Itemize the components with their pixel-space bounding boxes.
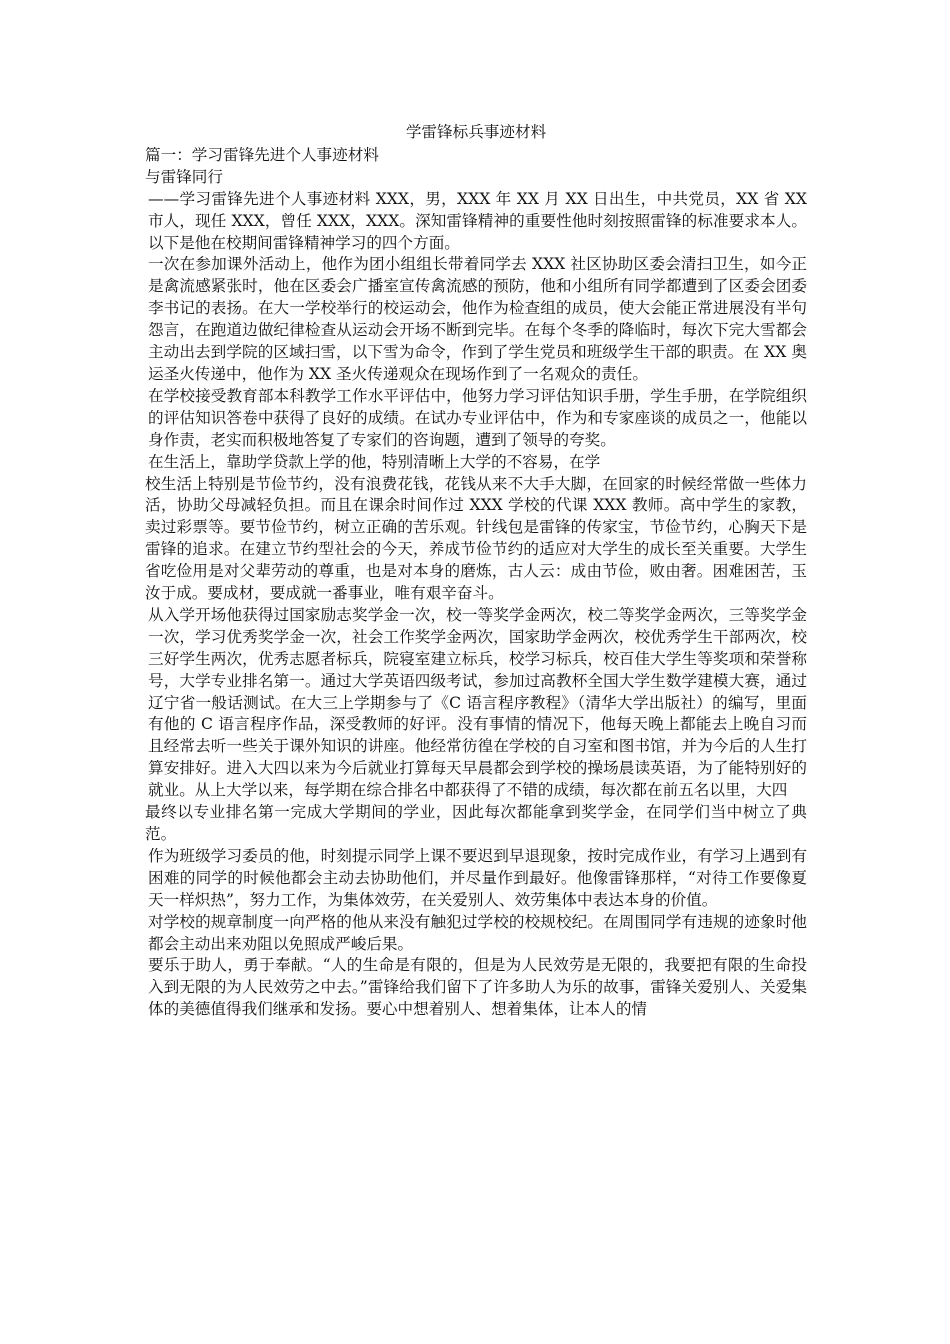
document-title: 学雷锋标兵事迹材料: [405, 123, 547, 141]
paragraph: 要乐于助人，勇于奉献。“人的生命是有限的，但是为人民效劳是无限的，我要把有限的生命投入到无限的为人民效劳之中去。”雷锋给我们留下了许多助人为乐的故事，雷锋关爱别人、关爱集体的美德值得我们继承和发扬。要心中想着别人、想着集体，让本人的情: [148, 956, 807, 1019]
paragraph: 对学校的规章制度一向严格的他从来没有触犯过学校的校规校纪。在周围同学有违规的迹象时他都会主动出来劝阻以免照成严峻后果。: [148, 912, 807, 953]
paragraph: 作为班级学习委员的他，时刻提示同学上课不要迟到早退现象，按时完成作业，有学习上遇到有困难的同学的时候他都会主动去协助他们，并尽量作到最好。他像雷锋那样，“对待工作要像夏天一样炽热”，努力工作，为集体效劳，在关爱别人、效劳集体中表达本身的价值。: [148, 846, 807, 909]
paragraph: 校生活上特别是节俭节约，没有浪费花钱，花钱从来不大手大脚，在回家的时候经常做一些体力活，协助父母减轻负担。而且在课余时间作过 XXX 学校的代课 XXX 教师。高中学生的家教，卖过彩票等。要节俭节约，树立正确的苦乐观。针线包是雷锋的传家宝，节俭节约，心胸天下是雷锋的追求。在建立节约型社会的今天，养成节俭节约的适应对大学生的成长至关重要。大学生省吃俭用是对父辈劳动的尊重，也是对本身的磨炼，古人云：成由节俭，败由奢。困难困苦，玉汝于成。要成材，要成就一番事业，唯有艰辛奋斗。: [145, 474, 807, 603]
paragraph: 最终以专业排名第一完成大学期间的学业，因此每次都能拿到奖学金，在同学们当中树立了典范。: [145, 803, 807, 843]
chapter-heading: 篇一：学习雷锋先进个人事迹材料: [145, 145, 379, 164]
paragraph: 从入学开场他获得过国家励志奖学金一次，校一等奖学金两次，校二等奖学金两次，三等奖学金一次，学习优秀奖学金一次，社会工作奖学金两次，国家助学金两次，校优秀学生干部两次，校三好学生两次，优秀志愿者标兵，院寝室建立标兵，校学习标兵，校百佳大学生等奖项和荣誉称号，大学专业排名第一。通过大学英语四级考试，参加过高教杯全国大学生数学建模大赛，通过辽宁省一般话测试。在大三上学期参与了《C 语言程序教程》（清华大学出版社）的编写，里面有他的 C 语言程序作品，深受教师的好评。没有事情的情况下，他每天晚上都能去上晚自习而且经常去听一些关于课外知识的讲座。他经常彷徨在学校的自习室和图书馆，并为今后的人生打算安排好。进入大四以来为今后就业打算每天早晨都会到学校的操场晨读英语，为了能特别好的就业。从上大学以来，每学期在综合排名中都获得了不错的成绩，每次都在前五名以里，大四: [148, 605, 807, 800]
paragraph: ——学习雷锋先进个人事迹材料 XXX，男，XXX 年 XX 月 XX 日出生，中共党员，XX 省 XX 市人，现任 XXX，曾任 XXX，XXX。深知雷锋精神的重要性他时刻按照雷锋的标准要求本人。以下是他在校期间雷锋精神学习的四个方面。: [148, 189, 807, 252]
paragraph: 在生活上，靠助学贷款上学的他，特别清晰上大学的不容易，在学: [148, 452, 601, 471]
section-subtitle: 与雷锋同行: [145, 167, 223, 186]
document-page: [145, 122, 807, 1021]
paragraph: 在学校接受教育部本科教学工作水平评估中，他努力学习评估知识手册，学生手册，在学院组织的评估知识答卷中获得了良好的成绩。在试办专业评估中，作为和专家座谈的成员之一，他能以身作责，老实而积极地答复了专家们的咨询题，遭到了领导的夸奖。: [148, 386, 807, 449]
paragraph: 一次在参加课外活动上，他作为团小组组长带着同学去 XXX 社区协助区委会清扫卫生，如今正是禽流感紧张时，他在区委会广播室宣传禽流感的预防，他和小组所有同学都遭到了区委会团委李书记的表扬。在大一学校举行的校运动会，他作为检查组的成员，使大会能正常进展没有半句怨言，在跑道边做纪律检查从运动会开场不断到完毕。在每个冬季的降临时，每次下完大雪都会主动出去到学院的区域扫雪，以下雪为命令，作到了学生党员和班级学生干部的职责。在 XX 奥运圣火传递中，他作为 XX 圣火传递观众在现场作到了一名观众的责任。: [148, 255, 807, 383]
